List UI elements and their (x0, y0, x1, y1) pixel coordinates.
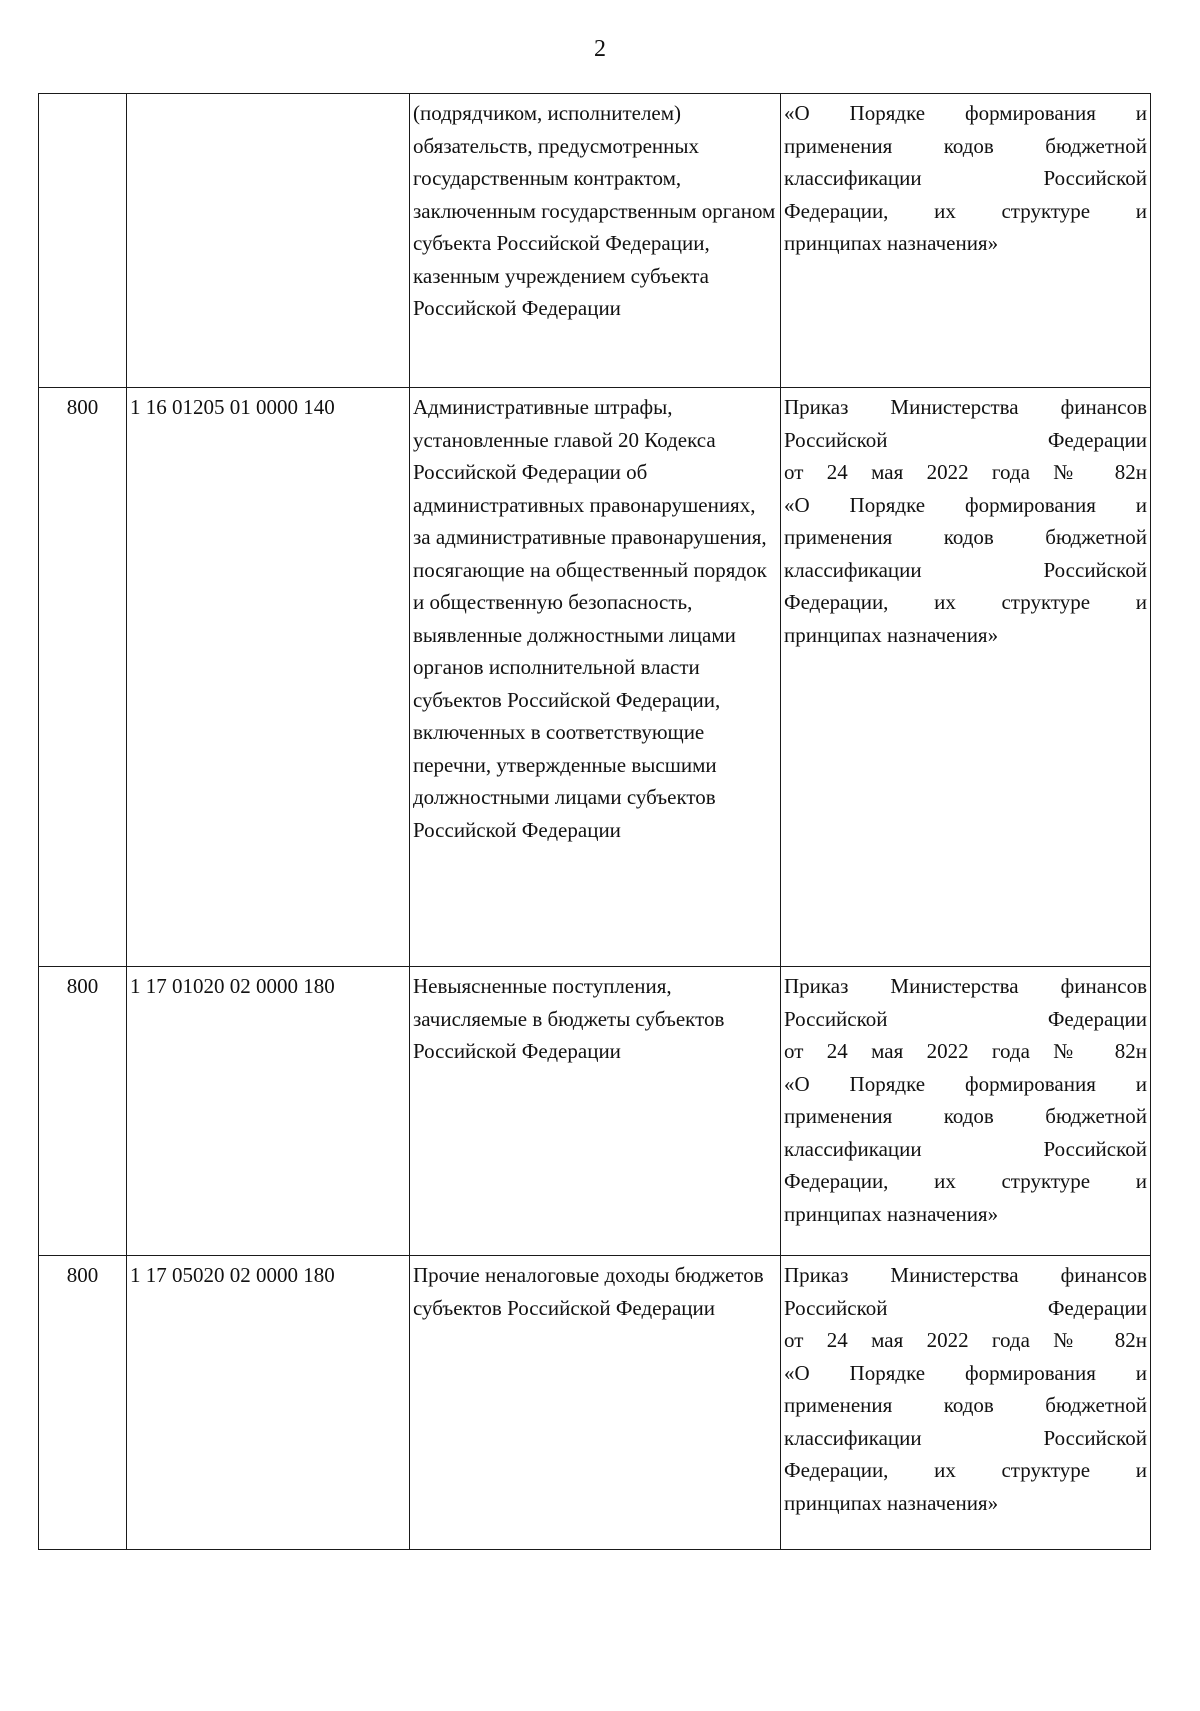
legal-basis-cell (781, 388, 1151, 967)
legal-basis-line: классификации Российской (784, 557, 1147, 582)
legal-basis-line: «О Порядке формирования и (784, 1360, 1147, 1385)
legal-basis-line: «О Порядке формирования и (784, 492, 1147, 517)
legal-basis-line: «О Порядке формирования и (784, 1071, 1147, 1096)
legal-basis-line: Федерации, их структуре и (784, 198, 1147, 223)
legal-basis-line: Федерации, их структуре и (784, 1169, 1147, 1193)
kbk-code-cell: 1 17 01020 02 0000 180 (127, 967, 410, 1256)
legal-basis-line: применения кодов бюджетной (784, 133, 1147, 158)
table-row (39, 967, 1151, 1256)
income-name-cell: Прочие неналоговые доходы бюджетов субъектов Российской Федерации (410, 1256, 781, 1550)
table-row (39, 1256, 1151, 1550)
legal-basis-line: применения кодов бюджетной (784, 1104, 1147, 1128)
legal-basis-line: Российской Федерации (784, 1295, 1147, 1320)
legal-basis-line: принципах назначения» (784, 1201, 999, 1226)
legal-basis-line: Приказ Министерства финансов (784, 1263, 1147, 1287)
legal-basis-line: от 24 мая 2022 года № 82н (784, 1039, 1147, 1063)
table-row (39, 94, 1151, 388)
legal-basis-line: «О Порядке формирования и (784, 101, 1147, 125)
legal-basis-line: классификации Российской (784, 166, 1147, 190)
admin-code-cell (39, 94, 127, 388)
legal-basis-cell (781, 94, 1151, 388)
legal-basis-line: Приказ Министерства финансов (784, 974, 1147, 998)
admin-code-cell: 800 (39, 1256, 127, 1550)
legal-basis-cell (781, 967, 1151, 1256)
income-name-cell: Административные штрафы, установленные главой 20 Кодекса Российской Федерации об административных правонарушениях, за административные правонарушения, посягающие на общественный порядок и общественную безопасность, выявленные должностными лицами органов исполнительной власти субъектов Российской Федерации, включенных в соответствующие перечни, утвержденные высшими должностными лицами субъектов Российской Федерации (410, 388, 781, 967)
income-name-cell: (подрядчиком, исполнителем) обязательств, предусмотренных государственным контрактом, заключенным государственным органом субъекта Российской Федерации, казенным учреждением субъекта Российской Федерации (410, 94, 781, 388)
kbk-code-cell: 1 16 01205 01 0000 140 (127, 388, 410, 967)
legal-basis-line: применения кодов бюджетной (784, 525, 1147, 549)
admin-code-cell: 800 (39, 388, 127, 967)
legal-basis-line: принципах назначения» (784, 231, 999, 255)
legal-basis-line: от 24 мая 2022 года № 82н (784, 460, 1147, 484)
legal-basis-line: Российской Федерации (784, 427, 1147, 452)
legal-basis-cell (781, 1256, 1151, 1550)
legal-basis-line: Федерации, их структуре и (784, 1458, 1147, 1482)
legal-basis-line: классификации Российской (784, 1425, 1147, 1450)
table-row (39, 388, 1151, 967)
legal-basis-line: Российской Федерации (784, 1006, 1147, 1031)
kbk-code-cell: 1 17 05020 02 0000 180 (127, 1256, 410, 1550)
kbk-code-cell (127, 94, 410, 388)
legal-basis-line: Федерации, их структуре и (784, 590, 1147, 614)
income-name-cell: Невыясненные поступления, зачисляемые в бюджеты субъектов Российской Федерации (410, 967, 781, 1256)
legal-basis-line: Приказ Министерства финансов (784, 395, 1147, 419)
admin-code-cell: 800 (39, 967, 127, 1256)
legal-basis-line: применения кодов бюджетной (784, 1393, 1147, 1417)
legal-basis-line: классификации Российской (784, 1136, 1147, 1161)
income-codes-table (38, 93, 1151, 1550)
legal-basis-line: от 24 мая 2022 года № 82н (784, 1328, 1147, 1352)
legal-basis-line: принципах назначения» (784, 622, 999, 647)
legal-basis-line: принципах назначения» (784, 1490, 999, 1515)
page-number: 2 (594, 36, 606, 62)
